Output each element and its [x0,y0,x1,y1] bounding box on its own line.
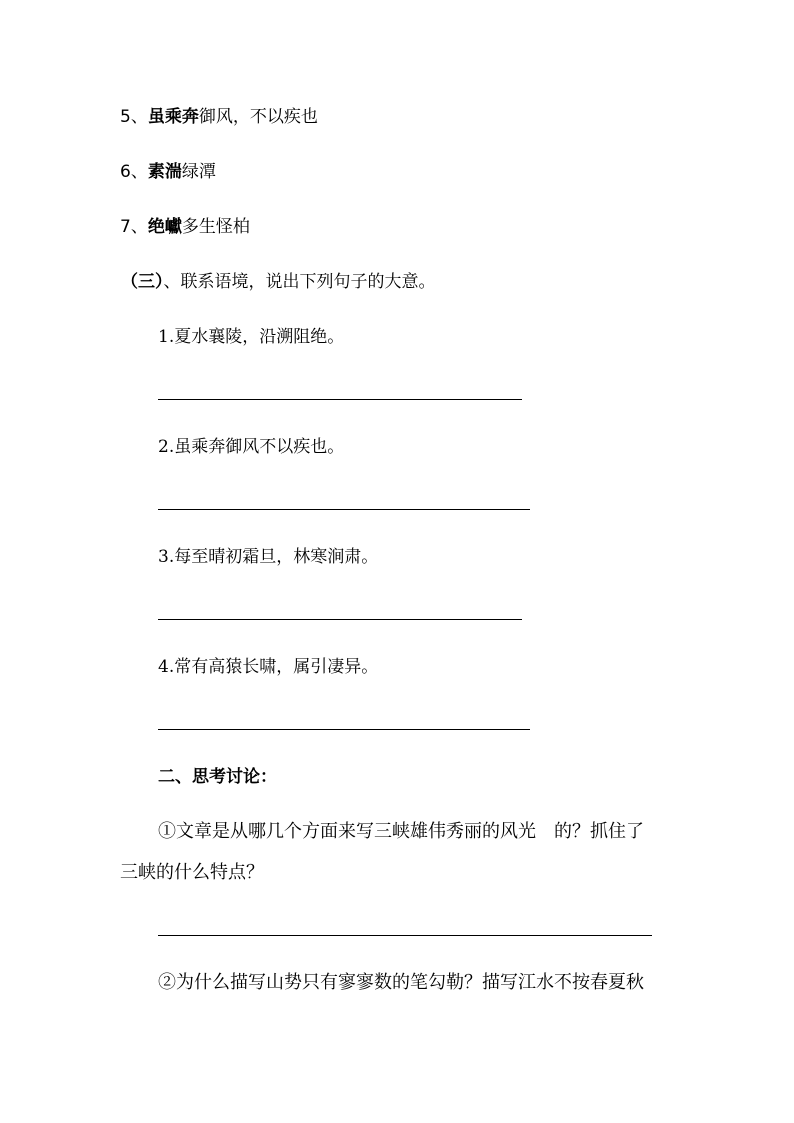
emphasized-term: 虽乘奔 [147,107,199,127]
item-text: 多生怪柏 [181,217,250,237]
item-number: 6、 [120,162,148,182]
answer-line[interactable] [158,935,652,936]
answer-line[interactable] [158,729,530,730]
item-number: 7、 [120,217,148,237]
vocab-item-7 [120,216,250,238]
sentence-item: 1.夏水襄陵，沿溯阻绝。 [158,327,345,347]
section-title: 、联系语境，说出下列句子的大意。 [163,272,436,292]
answer-line[interactable] [158,399,522,400]
answer-line[interactable] [158,509,530,510]
emphasized-term: 素湍 [147,162,182,182]
item-text: 绿潭 [181,162,216,182]
sentence-item: 3.每至晴初霜旦，林寒涧肃。 [158,547,379,567]
vocab-item-6 [120,161,216,183]
question-1-line-2: 三峡的什么特点？ [120,862,264,883]
item-number: 5、 [120,107,148,127]
question-2-line-1: ②为什么描写山势只有寥寥数的笔勾勒？描写江水不按春夏秋 [158,972,644,993]
section-heading [121,271,436,293]
sentence-item: 4.常有高猿长啸，属引凄异。 [158,657,379,677]
answer-line[interactable] [158,619,522,620]
vocab-item-5 [120,106,318,128]
question-1-line-1: ①文章是从哪几个方面来写三峡雄伟秀丽的风光 的？抓住了 [158,821,644,842]
item-text: 御风，不以疾也 [198,107,318,127]
section-number: （三） [121,272,164,292]
sentence-item: 2.虽乘奔御风不以疾也。 [158,437,345,457]
discussion-heading: 二、思考讨论： [158,767,277,787]
emphasized-term: 绝巘 [147,217,182,237]
